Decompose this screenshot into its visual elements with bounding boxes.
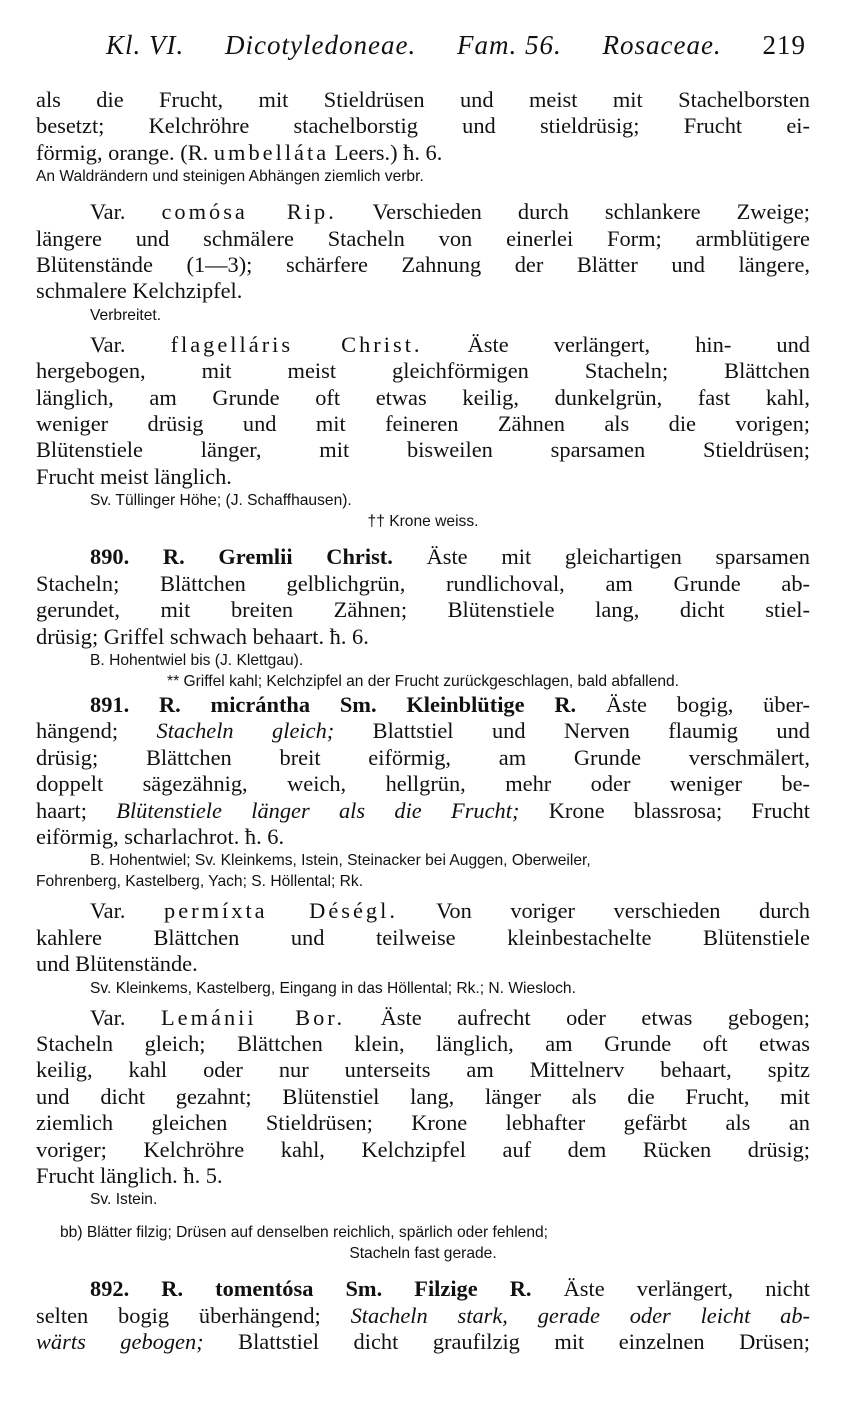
text-line: als die Frucht, mit Stieldrüsen und meist mit Stachelborsten <box>36 87 810 112</box>
text-line: Var. permíxta Déségl. Von voriger verschieden durch <box>90 898 810 924</box>
text-line: drüsig; Blättchen breit eiförmig, am Grunde verschmälert, <box>36 744 810 770</box>
text-line: voriger; Kelchröhre kahl, Kelchzipfel auf dem Rücken drüsig; <box>36 1136 810 1162</box>
text-line: haart; Blütenstiele länger als die Frucht; Krone blassrosa; Frucht <box>36 797 810 823</box>
variety-name: flagelláris Christ. <box>170 331 423 357</box>
text-line: kahlere Blättchen und teilweise kleinbestachelte Blütenstiele <box>36 924 810 950</box>
text-line: Stacheln; Blättchen gelblichgrün, rundlichoval, am Grunde ab- <box>36 570 810 596</box>
species-heading: 891. R. micrántha Sm. Kleinblütige R. <box>90 691 577 717</box>
locality-note: An Waldrändern und steinigen Abhängen ziemlich verbr. <box>36 168 424 186</box>
document-page <box>36 30 810 1356</box>
species-892 <box>36 1276 810 1355</box>
header-family-name: Rosaceae. <box>602 30 722 60</box>
text-line: schmalere Kelchzipfel. <box>36 278 243 304</box>
key-heading: †† Krone weiss. <box>367 513 479 531</box>
text-line: Stacheln gleich; Blättchen klein, länglich, am Grunde oft etwas <box>36 1030 810 1056</box>
text-line: selten bogig überhängend; Stacheln stark, gerade oder leicht ab- <box>36 1302 810 1328</box>
text-line: Blütenstände (1—3); schärfere Zahnung der Blätter und längere, <box>36 252 810 278</box>
locality-note: Sv. Istein. <box>90 1191 158 1209</box>
text-line: 891. R. micrántha Sm. Kleinblütige R. Äste bogig, über- <box>90 691 810 717</box>
locality-note: B. Hohentwiel; Sv. Kleinkems, Istein, Steinacker bei Auggen, Oberweiler, <box>90 852 591 870</box>
key-heading: ** Griffel kahl; Kelchzipfel an der Frucht zurückgeschlagen, bald abfallend. <box>167 672 679 690</box>
text-line: länglich, am Grunde oft etwas keilig, dunkelgrün, fast kahl, <box>36 384 810 410</box>
locality-note: Verbreitet. <box>90 306 162 324</box>
variety-name: permíxta Déségl. <box>164 898 398 924</box>
text-line: eiförmig, scharlachrot. ħ. 6. <box>36 823 285 849</box>
text-line: längere und schmälere Stacheln von einerlei Form; armblütigere <box>36 225 810 251</box>
variety-permixta <box>36 898 810 998</box>
text-line: Var. flagelláris Christ. Äste verlängert, hin- und <box>90 331 810 357</box>
species-891 <box>36 692 810 892</box>
text-line: wärts gebogen; Blattstiel dicht graufilzig mit einzelnen Drüsen; <box>36 1329 810 1355</box>
text-line: und Blütenstände. <box>36 951 198 977</box>
locality-note: Sv. Tüllinger Höhe; (J. Schaffhausen). <box>90 492 352 510</box>
locality-note: B. Hohentwiel bis (J. Klettgau). <box>90 651 304 669</box>
locality-note: Fohrenberg, Kastelberg, Yach; S. Höllental; Rk. <box>36 873 364 891</box>
text-line: doppelt sägezähnig, weich, hellgrün, mehr oder weniger be- <box>36 771 810 797</box>
text-line: und dicht gezahnt; Blütenstiel lang, länger als die Frucht, mit <box>36 1083 810 1109</box>
header-class: Kl. VI. <box>106 30 185 60</box>
species-heading: 892. R. tomentósa Sm. Filzige R. <box>90 1276 532 1302</box>
text-line: 890. R. Gremlii Christ. Äste mit gleichartigen sparsamen <box>90 544 810 570</box>
key-heading: Stacheln fast gerade. <box>349 1245 497 1263</box>
species-890 <box>36 544 810 692</box>
species-name: umbelláta <box>213 139 330 165</box>
text-line: Var. Lemánii Bor. Äste aufrecht oder etwas gebogen; <box>90 1004 810 1030</box>
variety-comosa <box>36 199 810 326</box>
text-line: hängend; Stacheln gleich; Blattstiel und Nerven flaumig und <box>36 718 810 744</box>
text-line: Frucht meist länglich. <box>36 463 232 489</box>
variety-lemanii <box>36 1005 810 1211</box>
species-heading: 890. R. Gremlii Christ. <box>90 544 393 570</box>
header-subclass: Dicotyledoneae. <box>225 30 417 60</box>
text-line: Frucht länglich. ħ. 5. <box>36 1163 223 1188</box>
text-line: gerundet, mit breiten Zähnen; Blütenstiele lang, dicht stiel- <box>36 597 810 623</box>
text-line: besetzt; Kelchröhre stachelborstig und stieldrüsig; Frucht ei- <box>36 113 810 139</box>
variety-name: comósa Rip. <box>161 199 337 225</box>
text-line: weniger drüsig und mit feineren Zähnen als die vorigen; <box>36 411 810 437</box>
header-family: Fam. 56. <box>456 30 562 60</box>
text-line: förmig, orange. (R. umbelláta Leers.) ħ. 6. <box>36 139 443 165</box>
text-line: ziemlich gleichen Stieldrüsen; Krone lebhafter gefärbt als an <box>36 1110 810 1136</box>
text-line: keilig, kahl oder nur unterseits am Mittelnerv behaart, spitz <box>36 1057 810 1083</box>
text-line: Blütenstiele länger, mit bisweilen sparsamen Stieldrüsen; <box>36 437 810 463</box>
text-line: 892. R. tomentósa Sm. Filzige R. Äste verlängert, nicht <box>90 1276 810 1302</box>
running-header <box>106 30 806 61</box>
text-line: hergebogen, mit meist gleichförmigen Stacheln; Blättchen <box>36 358 810 384</box>
text-line: Var. comósa Rip. Verschieden durch schlankere Zweige; <box>90 199 810 225</box>
variety-name: Lemánii Bor. <box>161 1004 346 1030</box>
variety-flagellaris <box>36 332 810 532</box>
key-bb <box>36 1222 810 1264</box>
paragraph-continuation <box>36 87 810 187</box>
key-heading: bb) Blätter filzig; Drüsen auf denselben reichlich, spärlich oder fehlend; <box>60 1224 549 1242</box>
locality-note: Sv. Kleinkems, Kastelberg, Eingang in das Höllental; Rk.; N. Wiesloch. <box>90 979 576 997</box>
page-number: 219 <box>762 30 806 60</box>
text-line: drüsig; Griffel schwach behaart. ħ. 6. <box>36 623 369 649</box>
